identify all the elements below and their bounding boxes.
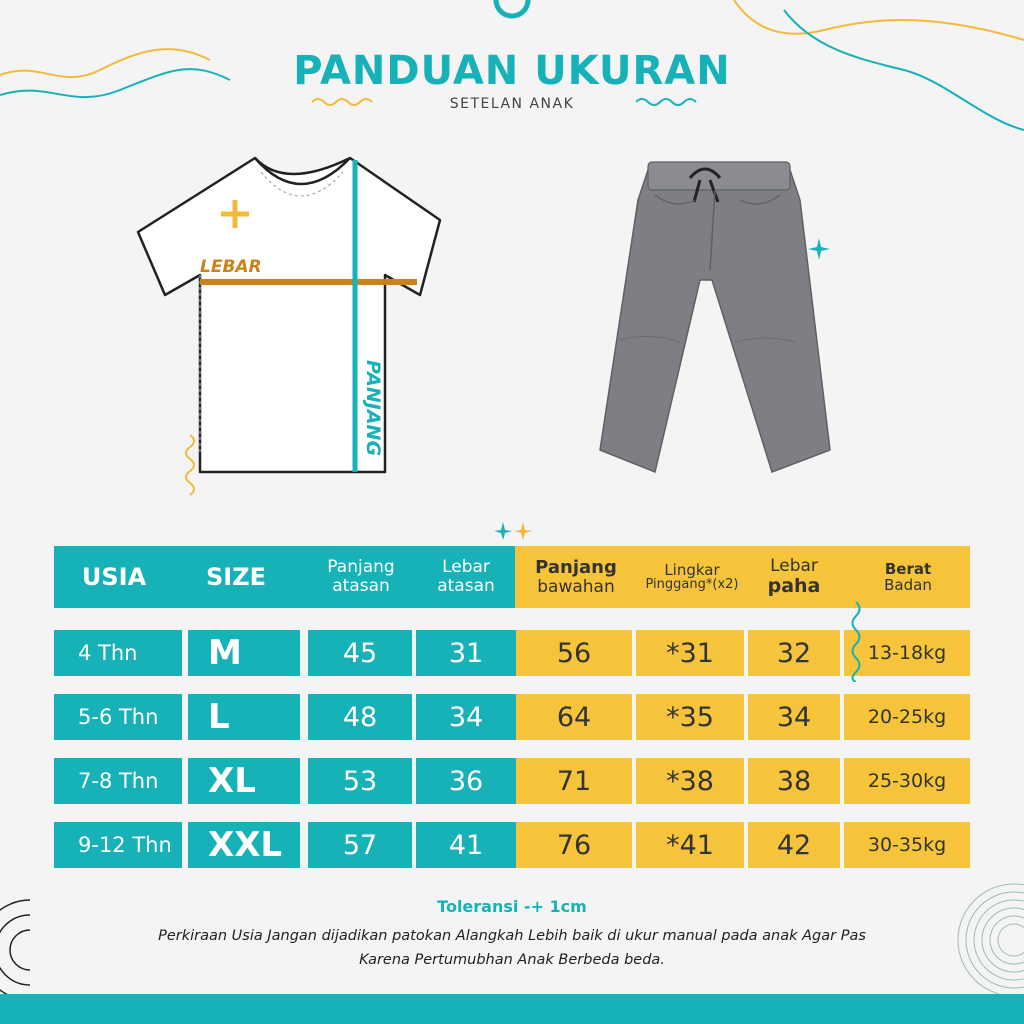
cell-panjang-atasan: 57 (308, 822, 412, 868)
cell-panjang-bawahan: 71 (516, 758, 632, 804)
pants-illustration (560, 150, 850, 480)
cell-size: XXL (188, 822, 300, 868)
cell-usia: 5-6 Thn (54, 694, 182, 740)
sparkle-icon (494, 522, 534, 542)
squiggle-icon (848, 602, 864, 682)
panjang-label: PANJANG (362, 360, 384, 457)
note-text (80, 924, 944, 972)
cell-lebar-paha: 42 (748, 822, 840, 868)
note-line-1: Perkiraan Usia Jangan dijadikan patokan Alangkah Lebih baik di ukur manual pada anak Agar Pas (158, 928, 866, 944)
cell-size: L (188, 694, 300, 740)
header-lebar-atasan: Lebar atasan (437, 557, 495, 596)
cell-lingkar-pinggang: *35 (636, 694, 744, 740)
cell-size: M (188, 630, 300, 676)
cell-lebar-atasan: 34 (416, 694, 516, 740)
cell-berat: 20-25kg (844, 694, 970, 740)
cell-usia: 4 Thn (54, 630, 182, 676)
cell-usia: 9-12 Thn (54, 822, 182, 868)
footer-bar (0, 994, 1024, 1024)
sparkle-icon (808, 238, 830, 260)
cell-lebar-paha: 38 (748, 758, 840, 804)
cell-lebar-paha: 32 (748, 630, 840, 676)
cell-berat: 30-35kg (844, 822, 970, 868)
tshirt-illustration (135, 150, 465, 510)
cell-lebar-paha: 34 (748, 694, 840, 740)
cell-panjang-bawahan: 56 (516, 630, 632, 676)
note-line-2: Karena Pertumubhan Anak Berbeda beda. (359, 952, 665, 968)
header-lebar-paha: Lebar paha (767, 556, 821, 597)
cell-lingkar-pinggang: *38 (636, 758, 744, 804)
cell-lebar-atasan: 36 (416, 758, 516, 804)
cell-panjang-atasan: 48 (308, 694, 412, 740)
cell-usia: 7-8 Thn (54, 758, 182, 804)
cell-lingkar-pinggang: *31 (636, 630, 744, 676)
lebar-label: LEBAR (200, 257, 262, 277)
cell-lebar-atasan: 41 (416, 822, 516, 868)
cell-lebar-atasan: 31 (416, 630, 516, 676)
cell-size: XL (188, 758, 300, 804)
cell-berat: 13-18kg (844, 630, 970, 676)
cell-panjang-bawahan: 64 (516, 694, 632, 740)
circle-decoration-top (492, 0, 532, 20)
cell-berat: 25-30kg (844, 758, 970, 804)
header-berat-badan: Berat Badan (884, 559, 932, 594)
header-panjang-bawahan: Panjang bawahan (535, 556, 617, 597)
header-size: SIZE (205, 562, 266, 591)
header-usia: USIA (81, 562, 147, 591)
cell-panjang-bawahan: 76 (516, 822, 632, 868)
page-subtitle: SETELAN ANAK (449, 96, 575, 112)
header-panjang-atasan: Panjang atasan (327, 557, 395, 596)
tolerance-text: Toleransi -+ 1cm (437, 897, 587, 916)
cell-panjang-atasan: 53 (308, 758, 412, 804)
cell-panjang-atasan: 45 (308, 630, 412, 676)
header-lingkar-pinggang: Lingkar Pinggang*(x2) (645, 560, 739, 593)
cell-lingkar-pinggang: *41 (636, 822, 744, 868)
page-title: PANDUAN UKURAN (293, 48, 731, 94)
